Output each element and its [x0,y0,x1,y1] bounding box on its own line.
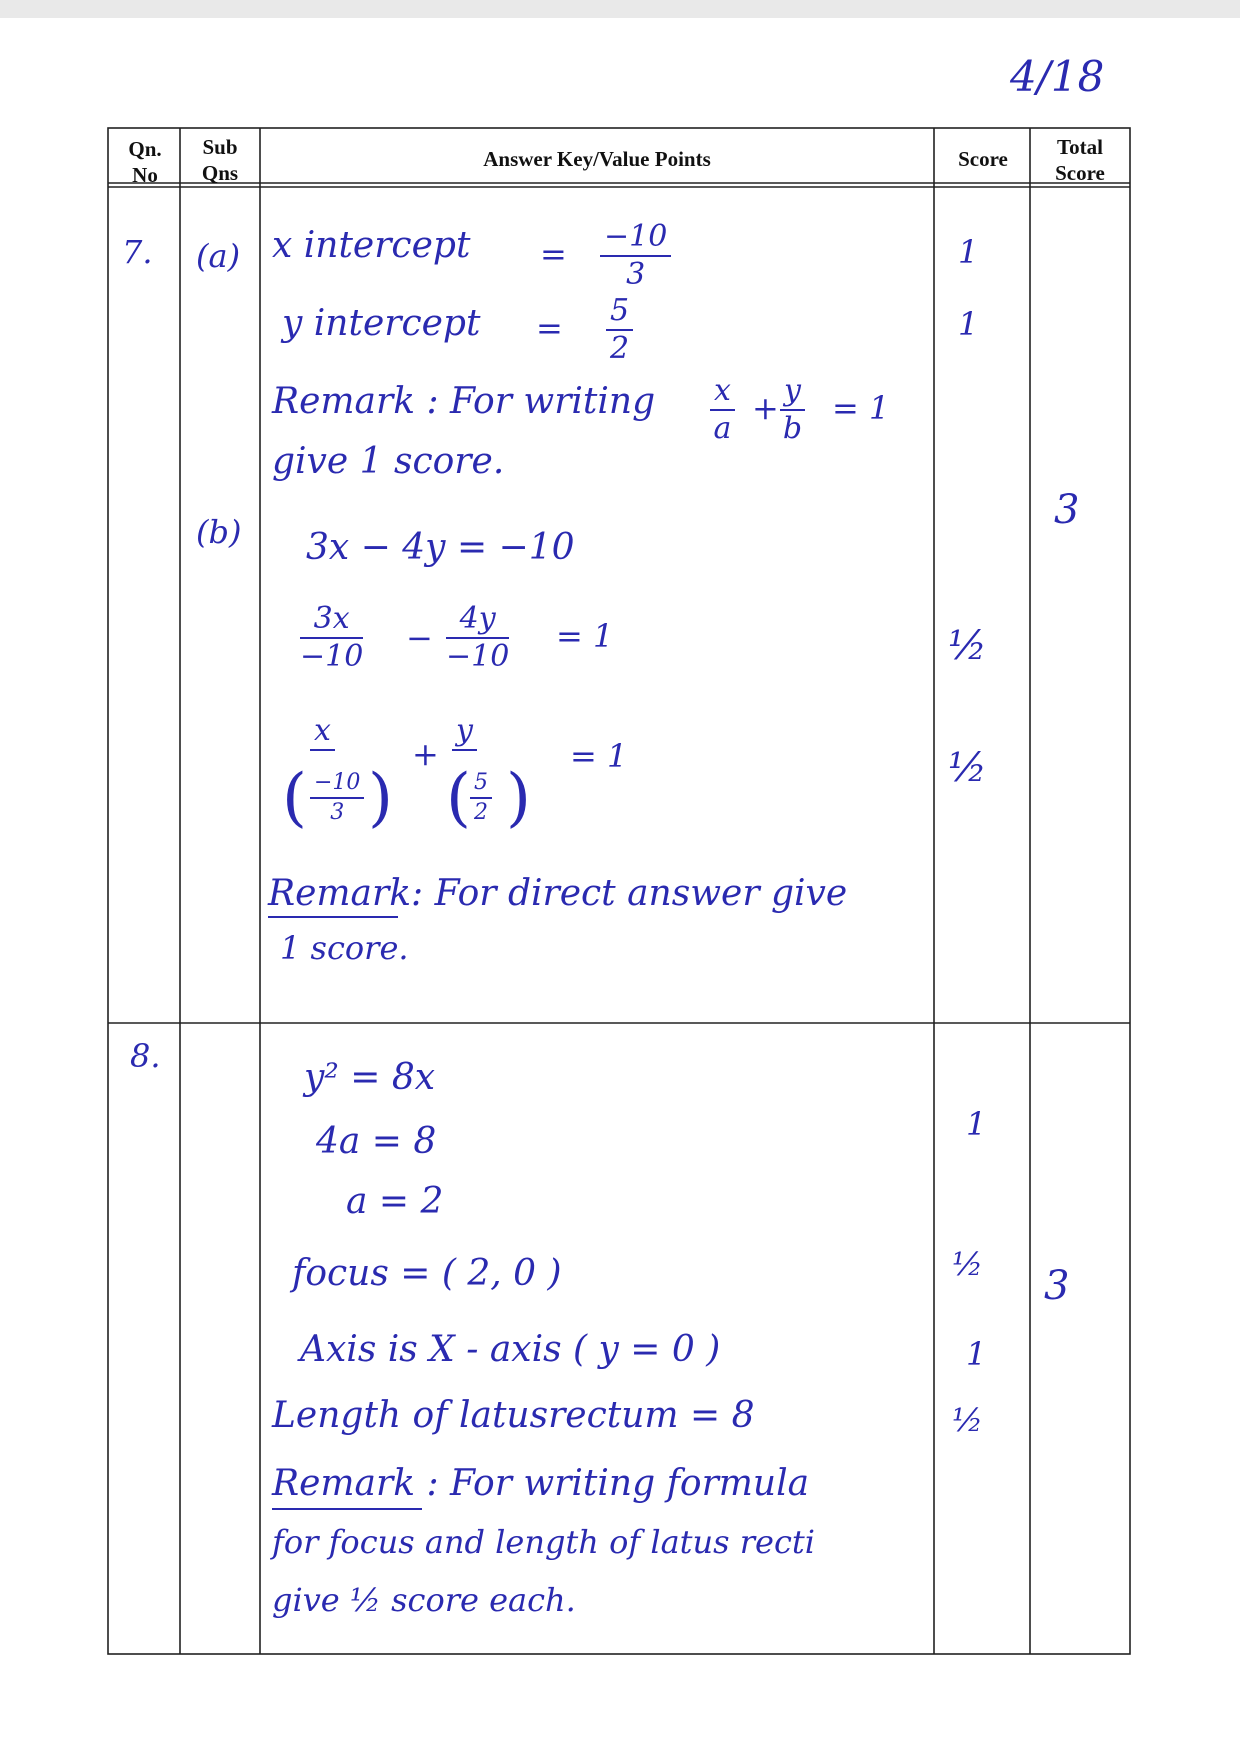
q7a-remark-fraction-y-b [780,373,805,446]
header-sub-qns: Sub Qns [201,135,239,186]
q7a-remark-eq-one: = 1 [832,389,890,427]
numerator: x [314,713,331,748]
q8-remark-line1: Remark : For writing formula [272,1463,810,1504]
q7b-eq-one: = 1 [556,617,614,655]
fraction-bar [310,749,335,751]
fraction-bar [452,749,477,751]
q8-score-3: 1 [966,1335,987,1373]
q7b-open-paren-2: ( [446,761,471,835]
q8-remark-line2: for focus and length of latus recti [272,1523,815,1561]
q7b-eq-one-2: = 1 [570,737,628,775]
q7b-close-paren-1: ) [368,761,393,835]
q8-number: 8. [130,1037,161,1075]
q8-line3: a = 2 [346,1181,444,1222]
q7a-x-intercept-label: x intercept [272,225,471,266]
header-total-score: Total Score [1055,135,1105,186]
q7a-score-1: 1 [958,233,979,271]
denominator: a [713,411,732,446]
q7b-remark-underline [268,916,398,918]
q7b-open-paren-1: ( [282,761,307,835]
q7a-remark-line2: give 1 score. [272,441,505,482]
numerator: y [456,713,473,748]
q8-line4: focus = ( 2, 0 ) [292,1253,562,1294]
header-qn-no: Qn. No [128,137,162,188]
numerator: −10 [604,219,668,254]
page-number: 4/18 [1010,52,1105,101]
q8-score-4: ½ [952,1401,984,1439]
q8-line6: Length of latusrectum = 8 [272,1395,755,1436]
q8-score-1: 1 [966,1105,987,1143]
q7b-denominator-fraction-5-2 [470,772,492,824]
q7a-label: (a) [196,237,241,275]
q7a-remark-text: Remark : For writing [272,381,656,422]
numerator: 3x [313,601,350,636]
numerator: 5 [610,293,630,328]
q7b-close-paren-2: ) [506,761,531,835]
q7b-plus: + [412,735,439,773]
q7b-fraction-4y [446,601,510,674]
q8-line2: 4a = 8 [316,1121,437,1162]
q7b-label: (b) [196,513,242,551]
q8-total-score: 3 [1044,1263,1070,1309]
denominator: 3 [330,800,345,825]
q7a-remark-fraction-x-a [710,373,735,446]
q7a-eq-1: = [540,235,567,273]
q7b-line1: 3x − 4y = −10 [306,527,575,568]
q7a-y-intercept-fraction [606,293,633,366]
q8-remark-line3: give ½ score each. [272,1581,576,1619]
q7-number: 7. [122,233,153,271]
numerator: −10 [314,770,361,795]
q7b-score-2: ½ [948,745,987,791]
numerator: 4y [459,601,496,636]
denominator: −10 [446,639,510,674]
denominator: −10 [300,639,364,674]
q7b-denominator-fraction-10-3 [310,772,364,824]
q7b-minus: − [406,619,433,657]
q7a-remark-plus: + [752,389,779,427]
q7a-eq-2: = [536,309,563,347]
q8-line5: Axis is X - axis ( y = 0 ) [300,1329,721,1370]
q7b-remark-line1: Remark: For direct answer give [268,873,848,914]
q7b-fraction-x [310,713,335,751]
q7-total-score: 3 [1054,487,1080,533]
denominator: 3 [626,257,646,292]
q7b-fraction-y [452,713,477,751]
q8-score-2: ½ [952,1245,984,1283]
q7a-score-2: 1 [958,305,979,343]
header-score: Score [958,147,1008,171]
denominator: b [782,411,803,446]
header-answer-key: Answer Key/Value Points [483,147,711,171]
q8-remark-underline [272,1508,422,1510]
q7b-remark-line2: 1 score. [280,929,409,967]
q7b-score-1: ½ [948,623,987,669]
q8-line1: y² = 8x [304,1057,436,1098]
q7a-x-intercept-fraction [600,219,671,292]
denominator: 2 [474,800,488,825]
q7b-fraction-3x [300,601,364,674]
q7a-y-intercept-label: y intercept [282,303,481,344]
numerator: 5 [474,770,488,795]
numerator: x [714,373,731,408]
numerator: y [784,373,801,408]
denominator: 2 [610,331,630,366]
